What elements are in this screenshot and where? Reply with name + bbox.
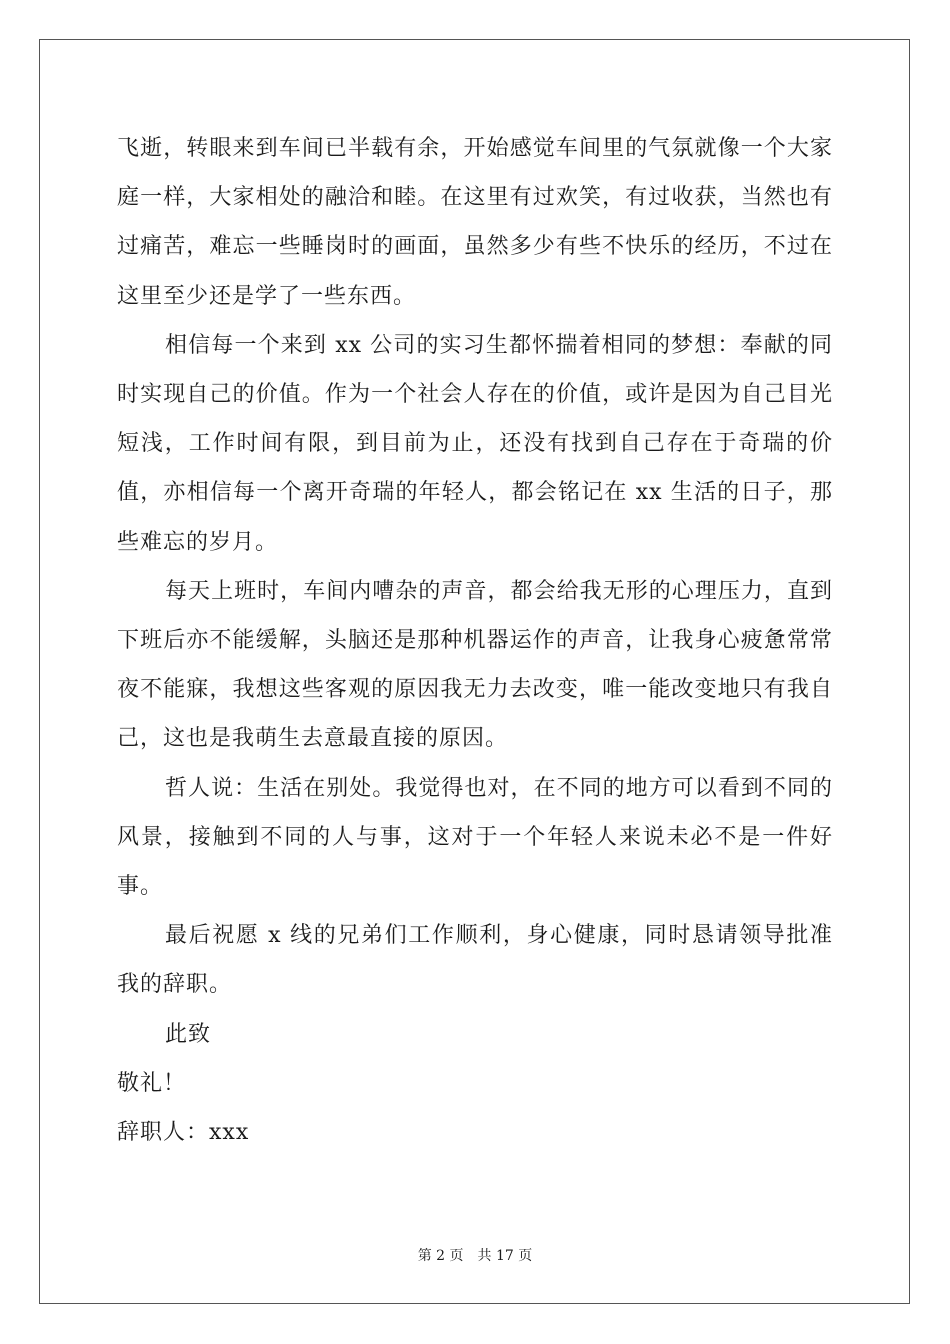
paragraph-intro: 飞逝，转眼来到车间已半载有余，开始感觉车间里的气氛就像一个大家庭一样，大家相处的融洽和睦。在这里有过欢笑，有过收获，当然也有过痛苦，难忘一些睡岗时的画面，虽然多少有些不快乐的经历，不过在这里至少还是学了一些东西。 [117,136,833,309]
signature-line: 辞职人：xxx [117,1120,250,1146]
paragraph-dream: 相信每一个来到 xx 公司的实习生都怀揣着相同的梦想：奉献的同时实现自己的价值。作为一个社会人存在的价值，或许是因为自己目光短浅，工作时间有限，到目前为止，还没有找到自己存在于奇瑞的价值，亦相信每一个离开奇瑞的年轻人，都会铭记在 xx 生活的日子，那些难忘的岁月。 [117,332,833,555]
paragraph-philosopher: 哲人说：生活在别处。我觉得也对，在不同的地方可以看到不同的风景，接触到不同的人与事，这对于一个年轻人来说未必不是一件好事。 [117,775,833,900]
paragraph-workshop-noise: 每天上班时，车间内嘈杂的声音，都会给我无形的心理压力，直到下班后亦不能缓解，头脑还是那种机器运作的声音，让我身心疲惫常常夜不能寐，我想这些客观的原因我无力去改变，唯一能改变地只有我自己，这也是我萌生去意最直接的原因。 [117,578,833,752]
closing-regards: 敬礼！ [117,1070,187,1096]
page-number-footer: 第 2 页 共 17 页 [417,1248,533,1264]
paragraph-wishes: 最后祝愿 x 线的兄弟们工作顺利，身心健康，同时恳请领导批准我的辞职。 [117,923,833,998]
document-body [117,124,833,1157]
closing-salutation: 此致 [165,1021,212,1047]
